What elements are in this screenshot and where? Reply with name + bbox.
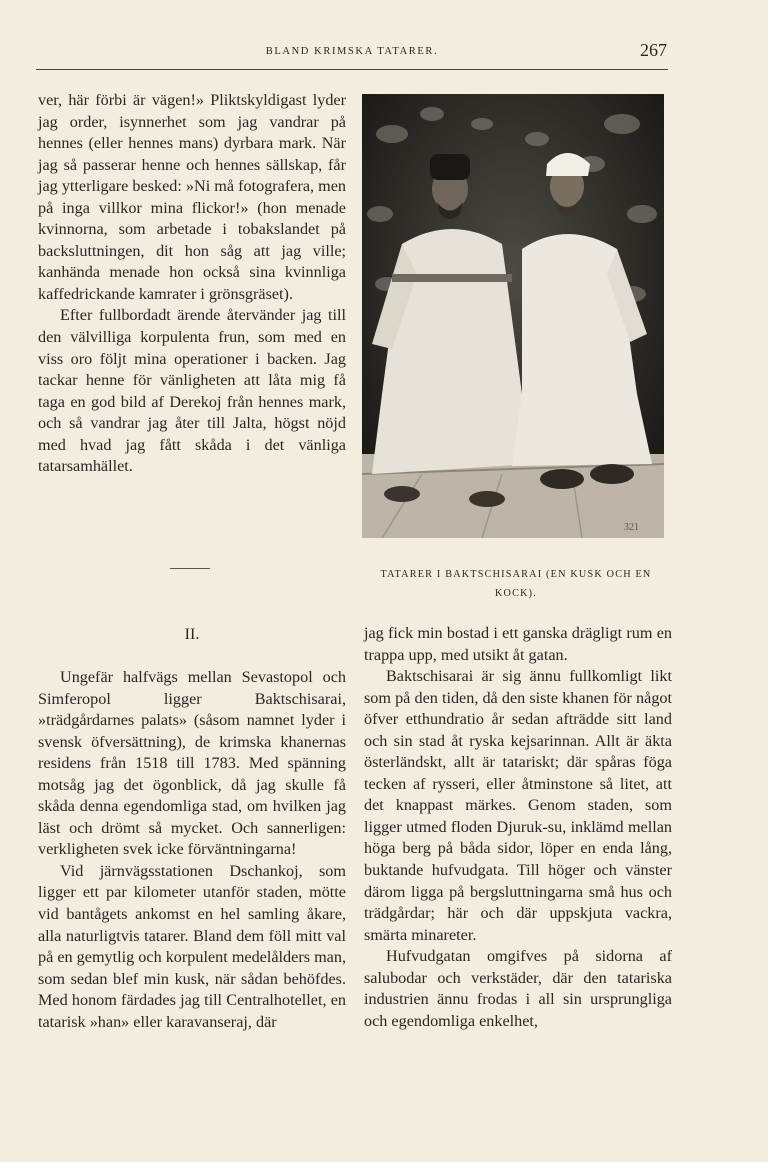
photograph (362, 94, 664, 538)
running-title: BLAND KRIMSKA TATARER. (265, 46, 439, 57)
header-rule (36, 69, 668, 70)
section-number: II. (184, 626, 200, 643)
paragraph: ver, här förbi är vägen!» Pliktskyldigast lyder jag order, isynnerhet som jag vandrar på hennes (eller hennes mans) dyrbara mark. När jag så passerar henne och hennes sällskap, får jag ytterligare besked: »Ni må fotografera, men på inga villkor mina flickor!» (hon menade kvinnorna, som arbetade i tobakslandet på backsluttningen, dit hon såg att jag ville; kanhända menade hon också sina kvinnliga kaffedrickande kamrater i grönsgräset). (38, 91, 346, 303)
top-left-column (38, 90, 346, 478)
figure-caption: TATARER I BAKTSCHISARAI (EN KUSK OCH EN KOCK). (380, 569, 652, 599)
divider (170, 568, 210, 569)
paragraph: Efter fullbordadt ärende återvänder jag till den välvilliga korpulenta frun, som med en viss oro följt mina operationer i backen. Jag tackar henne för vänligheten att låta mig få taga en god bild af Derekoj från hennes mark, och så vandrar jag åter till Jalta, högst nöjd med hvad jag fått skåda i det vänliga tatarsamhället. (38, 306, 346, 476)
page-number: 267 (640, 40, 667, 60)
paragraph: jag fick min bostad i ett ganska drägligt rum en trappa upp, med utsikt åt gatan. (364, 624, 672, 664)
paragraph: Hufvudgatan omgifves på sidorna af salubodar och verkstäder, där den tatariska industrien ännu frodas i all sin ursprungliga och egendomliga enkelhet, (364, 947, 672, 1030)
paragraph: Baktschisarai är sig ännu fullkomligt likt som på den tiden, då den siste khanen för något öfver etthundratio år sedan afträdde sitt land och sin stad åt ryska kejsarinnan. Allt är äkta österländskt, allt är tatariskt; där spåras föga tecken af rysseri, eller åtminstone så litet, att det knappast märkes. Genom staden, som ligger utmed floden Djuruk-su, inklämd mellan höga berg på båda sidor, löper en enda lång, buktande hufvudgata. Till höger och vänster därom ligga på bergsluttningarna små hus och trädgårdar; här och där uppskjuta vackra, smärta minareter. (364, 667, 672, 944)
photo-two-tatars (362, 94, 664, 538)
plate-mark: 321 (624, 522, 639, 533)
bottom-left-column (38, 667, 346, 1033)
paragraph: Ungefär halfvägs mellan Sevastopol och Simferopol ligger Baktschisarai, »trädgårdarnes palats» (såsom namnet lyder i svensk öfversättning), de krimska khanernas residens från 1518 till 1783. Med spänning motsåg jag det ögonblick, då jag skulle få skåda denna egendomliga stad, om hvilken jag läst och drömt så mycket. Och sannerligen: verkligheten svek icke förväntningarna! (38, 668, 346, 859)
bottom-right-column (364, 623, 672, 1032)
paragraph: Vid järnvägsstationen Dschankoj, som ligger ett par kilometer utanför staden, mötte vid bantågets ankomst en hel samling åkare, alla naturligtvis tatarer. Bland dem föll mitt val på en gemytlig och korpulent medelålders man, som sedan blef min kusk, när sådan behöfdes. Med honom färdades jag till Centralhotellet, en tatarisk »han» eller karavanseraj, där (38, 861, 346, 1031)
